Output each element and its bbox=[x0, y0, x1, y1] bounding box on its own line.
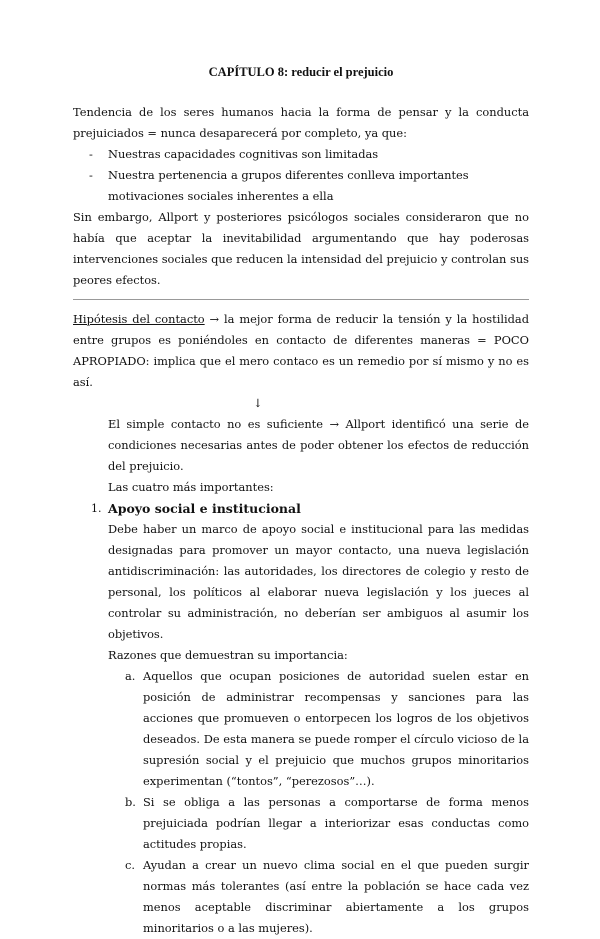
section-divider bbox=[73, 299, 529, 300]
section-heading-text: Apoyo social e institucional bbox=[108, 501, 301, 516]
section-1-heading bbox=[73, 498, 529, 519]
document-page bbox=[73, 62, 529, 939]
reasons-list bbox=[73, 666, 529, 939]
list-item bbox=[125, 792, 529, 855]
list-item-text: Ayudan a crear un nuevo clima social en el que pueden surgir normas más tolerantes (así entre la población se hace cada vez menos aceptable discriminar abiertamente a los grupos minoritarios o a las mujeres). bbox=[143, 858, 529, 935]
intro-paragraph: Tendencia de los seres humanos hacia la forma de pensar y la conducta prejuiciados = nunca desaparecerá por completo, ya que: bbox=[73, 105, 529, 140]
reasons-intro: Razones que demuestran su importancia: bbox=[108, 648, 348, 662]
four-conditions-intro: Las cuatro más importantes: bbox=[108, 480, 274, 494]
list-item-label: c. bbox=[125, 858, 136, 872]
list-item bbox=[125, 666, 529, 792]
section-1-body: Debe haber un marco de apoyo social e institucional para las medidas designadas para promover un mayor contacto, una nueva legislación antidiscriminación: las autoridades, los directores de colegio y resto de personal, los políticos al elaborar nueva legislación y los jueces al controlar su administración, no deberían ser ambiguos al asumir los objetivos. bbox=[108, 522, 529, 641]
list-item: - Nuestras capacidades cognitivas son limitadas bbox=[73, 144, 529, 165]
section-number: 1. bbox=[91, 502, 102, 515]
list-item-label: b. bbox=[125, 795, 136, 809]
down-arrow: ↓ bbox=[253, 396, 263, 410]
intro-conclusion-paragraph: Sin embargo, Allport y posteriores psicólogos sociales consideraron que no había que aceptar la inevitabilidad argumentando que hay poderosas intervenciones sociales que reducen la intensidad del prejuicio y controlan sus peores efectos. bbox=[73, 210, 529, 287]
list-item: - Nuestra pertenencia a grupos diferentes conlleva importantes motivaciones sociales inherentes a ella bbox=[73, 165, 529, 207]
page-title: CAPÍTULO 8: reducir el prejuicio bbox=[208, 65, 394, 79]
simple-contact-paragraph: El simple contacto no es suficiente → Allport identificó una serie de condiciones necesarias antes de poder obtener los efectos de reducción del prejuicio. bbox=[108, 417, 529, 473]
list-item-text: Aquellos que ocupan posiciones de autoridad suelen estar en posición de administrar recompensas y sanciones para las acciones que promueven o entorpecen los logros de los objetivos deseados. De esta manera se puede romper el círculo vicioso de la supresión social y el prejuicio que muchos grupos minoritarios experimentan (“tontos”, “perezosos”…). bbox=[143, 669, 529, 788]
contact-hypothesis-term: Hipótesis del contacto bbox=[73, 312, 205, 326]
list-item-label: a. bbox=[125, 669, 136, 683]
intro-bullet-list bbox=[73, 144, 529, 207]
contact-hypothesis-text: → la mejor forma de reducir la tensión y la hostilidad entre grupos es poniéndoles en contacto de diferentes maneras = POCO APROPIADO: implica que el mero contaco es un remedio por sí mismo y no es así. bbox=[73, 312, 529, 389]
contact-hypothesis-paragraph bbox=[73, 309, 529, 393]
list-item bbox=[125, 855, 529, 939]
list-item-text: Si se obliga a las personas a comportarse de forma menos prejuiciada podrían llegar a interiorizar esas conductas como actitudes propias. bbox=[143, 795, 529, 851]
